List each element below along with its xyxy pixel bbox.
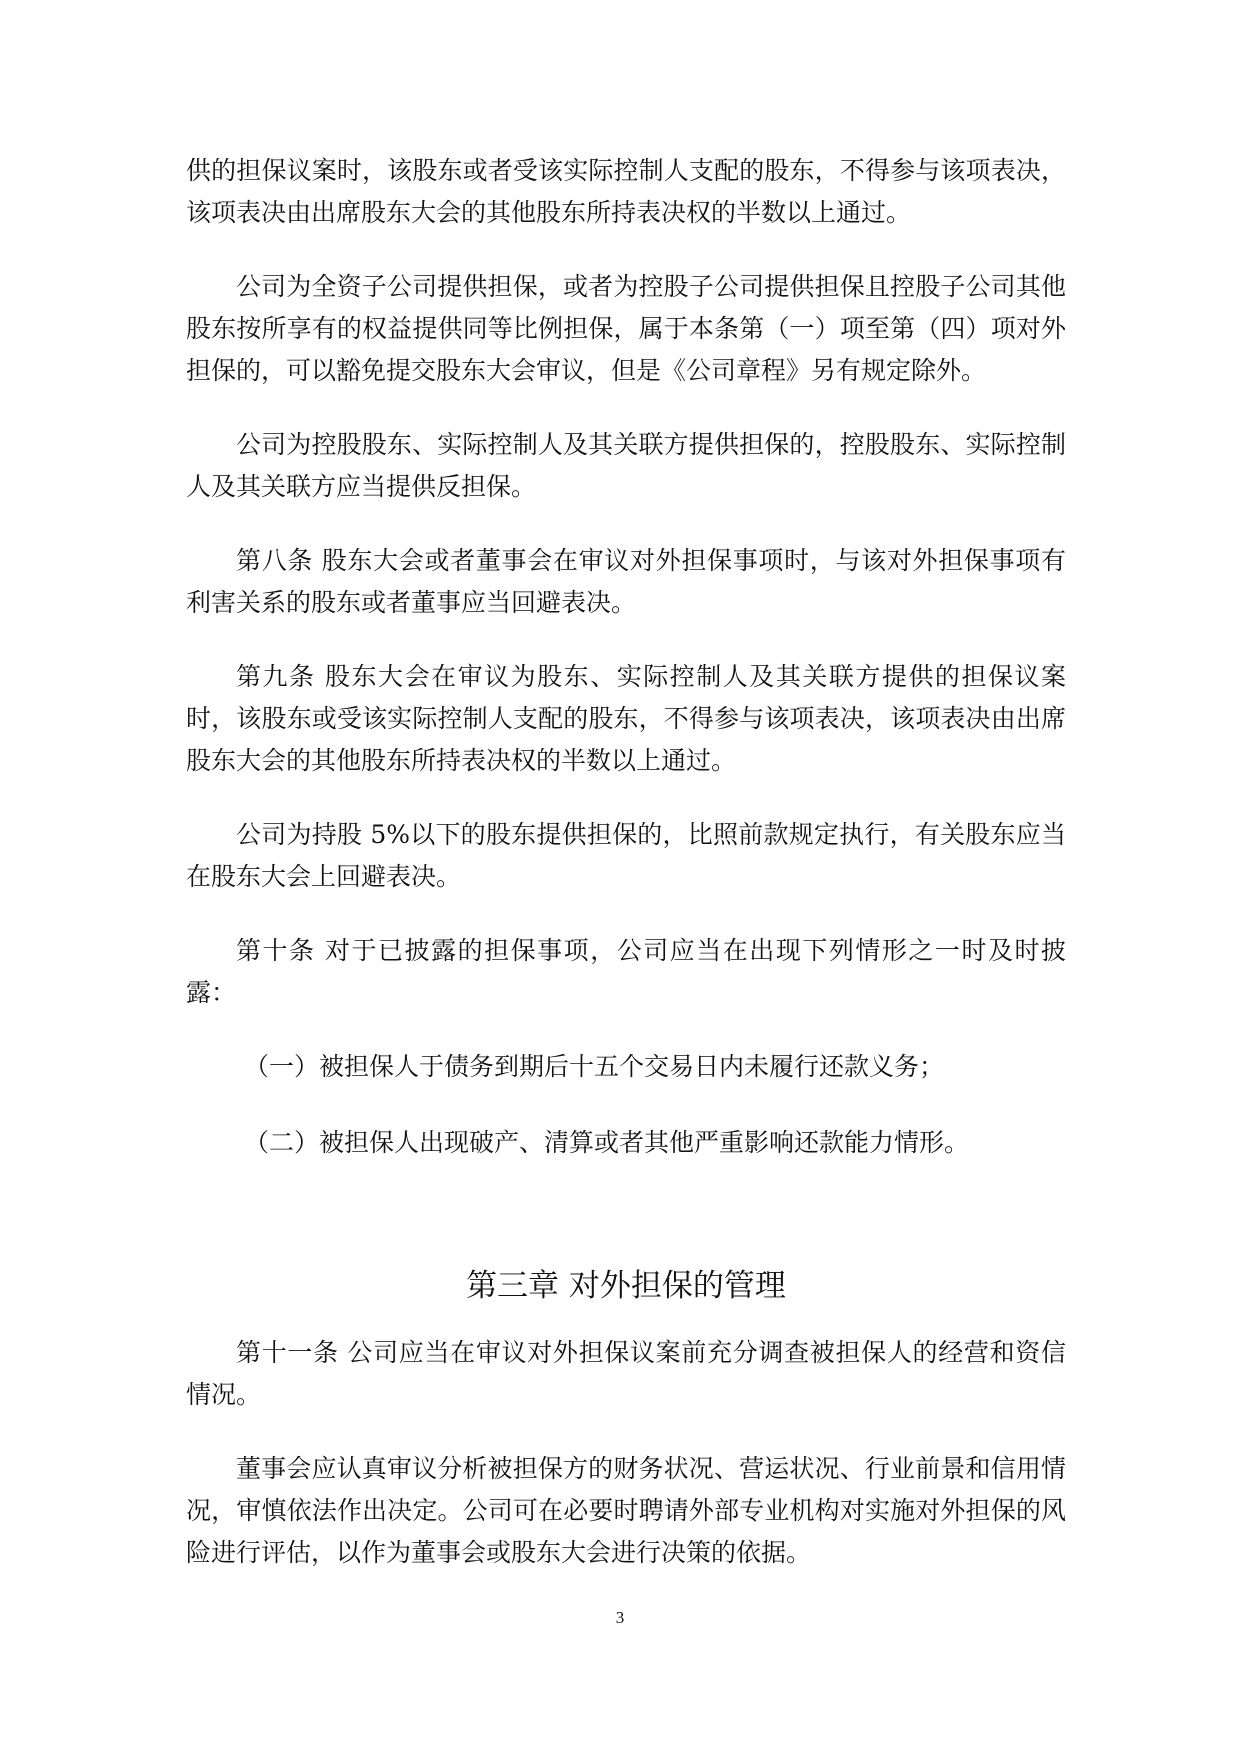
article-8: 第八条 股东大会或者董事会在审议对外担保事项时，与该对外担保事项有利害关系的股东或者董事应当回避表决。 bbox=[186, 546, 1066, 617]
article-11: 第十一条 公司应当在审议对外担保议案前充分调查被担保人的经营和资信情况。 bbox=[186, 1338, 1066, 1409]
paragraph-board-review: 董事会应认真审议分析被担保方的财务状况、营运状况、行业前景和信用情况，审慎依法作出决定。公司可在必要时聘请外部专业机构对实施对外担保的风险进行评估，以作为董事会或股东大会进行决策的依据。 bbox=[186, 1454, 1066, 1567]
paragraph-five-percent: 公司为持股 5%以下的股东提供担保的，比照前款规定执行，有关股东应当在股东大会上回避表决。 bbox=[186, 820, 1066, 891]
article-10: 第十条 对于已披露的担保事项，公司应当在出现下列情形之一时及时披露： bbox=[186, 936, 1066, 1007]
paragraph-continuation: 供的担保议案时，该股东或者受该实际控制人支配的股东，不得参与该项表决，该项表决由出席股东大会的其他股东所持表决权的半数以上通过。 bbox=[186, 156, 1066, 227]
page-number: 3 bbox=[615, 1608, 625, 1627]
paragraph-counter-guarantee: 公司为控股股东、实际控制人及其关联方提供担保的，控股股东、实际控制人及其关联方应当提供反担保。 bbox=[186, 430, 1066, 501]
list-item-1: （一）被担保人于债务到期后十五个交易日内未履行还款义务； bbox=[244, 1052, 945, 1081]
article-9: 第九条 股东大会在审议为股东、实际控制人及其关联方提供的担保议案时，该股东或受该实际控制人支配的股东，不得参与该项表决，该项表决由出席股东大会的其他股东所持表决权的半数以上通过。 bbox=[186, 662, 1066, 775]
page-content bbox=[186, 150, 1066, 1606]
list-item-2: （二）被担保人出现破产、清算或者其他严重影响还款能力情形。 bbox=[244, 1128, 970, 1157]
paragraph-subsidiary-guarantee: 公司为全资子公司提供担保，或者为控股子公司提供担保且控股子公司其他股东按所享有的权益提供同等比例担保，属于本条第（一）项至第（四）项对外担保的，可以豁免提交股东大会审议，但是《公司章程》另有规定除外。 bbox=[186, 272, 1066, 385]
chapter-title: 第三章 对外担保的管理 bbox=[466, 1268, 786, 1304]
